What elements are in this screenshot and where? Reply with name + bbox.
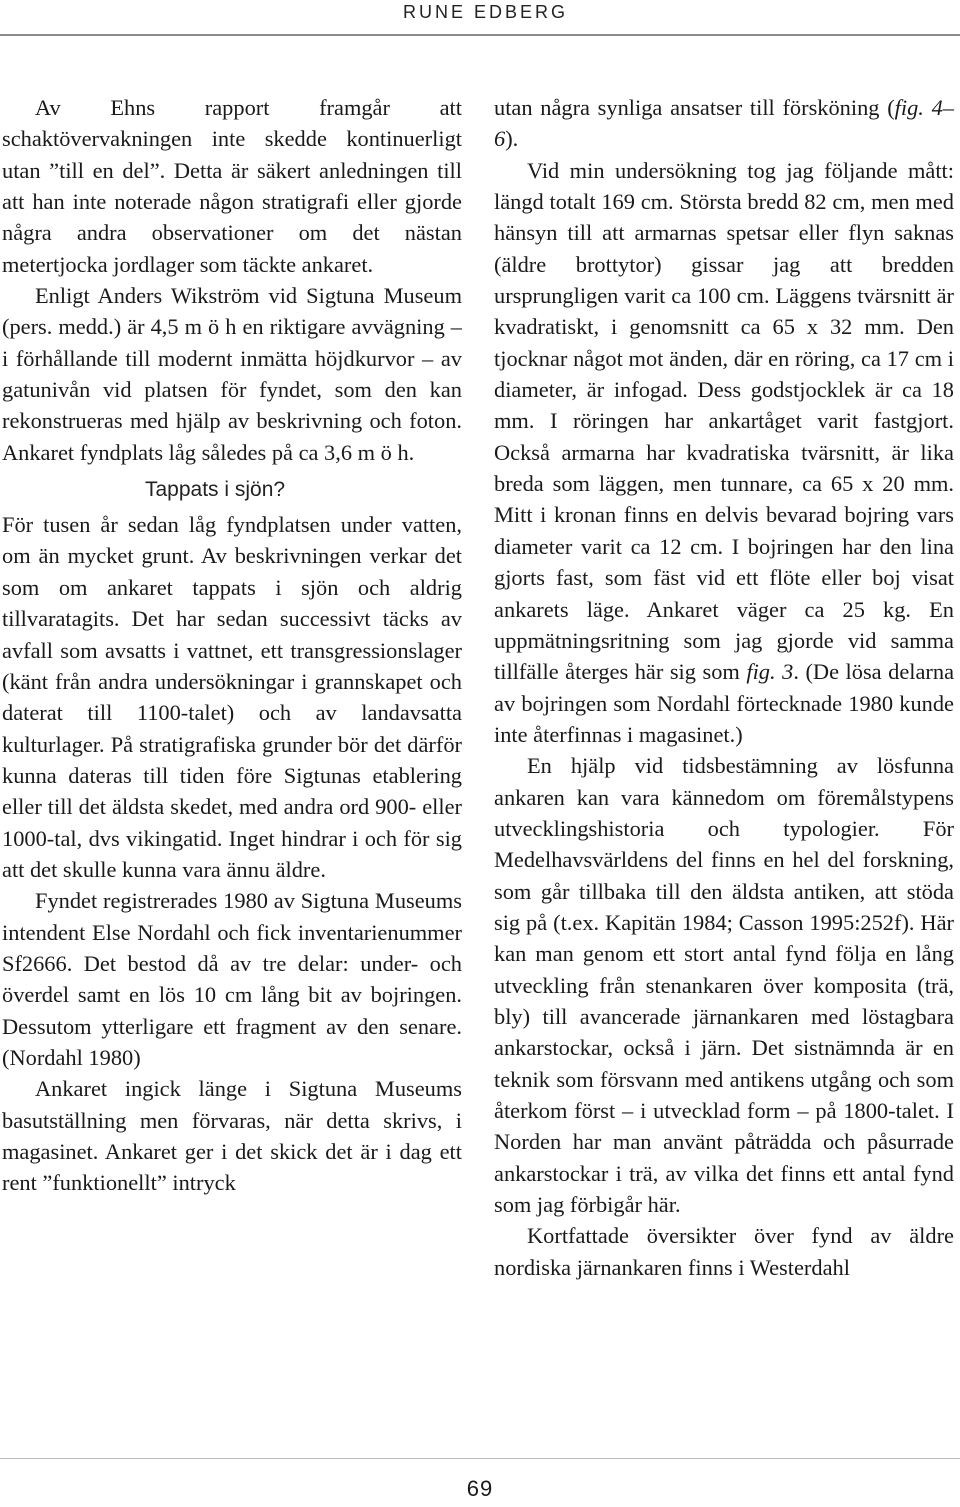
paragraph-schaktovervakning: Av Ehns rapport framgår att schaktövervakningen inte skedde kontinuerligt utan ”till en del”. Detta är säkert anledningen till att han inte noterade någon stratigrafi eller gjorde några andra observationer om det nästan metertjocka jordlager som täckte ankaret. [2,95,462,277]
footer-divider [0,1458,960,1459]
paragraph-basutstallning: Ankaret ingick länge i Sigtuna Museums basutställning men förvaras, när detta skrivs, i magasinet. Ankaret ger i det skick det är i dag ett rent ”funktionellt” intryck [2,1076,462,1196]
header-divider [0,34,960,36]
text-run: . (De lösa delarna av bojringen som Nordahl förtecknade 1980 kunde inte återfinnas i magasinet.) [494,659,955,747]
page-number: 69 [466,1476,494,1501]
text-run: Vid min undersökning tog jag följande mått: längd totalt 169 cm. Största bredd 82 cm, men med hänsyn till att armarnas spetsar eller flyn saknas (äldre brottytor) gissar jag att bredden ursprungligen varit ca 100 cm. Läggens tvärsnitt är kvadratiskt, i genomsnitt ca 65 x 32 mm. Den tjocknar något mot änden, där en röring, ca 17 cm i diameter, är infogad. Dess godstjocklek är ca 18 mm. I röringen har ankartåget varit fastgjort. Också armarna har kvadratiska tvärsnitt, är lika breda som läggen, men tunnare, ca 65 x 20 mm. Mitt i kronan finns en delvis bevarad bojring vars diameter varit ca 12 cm. I bojringen har den lina gjorts fast, som fäst vid ett flöte eller boj visat ankarets läge. Ankaret väger ca 25 kg. En uppmätningsritning som jag gjorde vid samma tillfälle återges här sig som [494,157,954,685]
figure-reference: fig. 4–6 [494,95,954,152]
right-text-column [494,92,954,1283]
paragraph-tidsbestamning: En hjälp vid tidsbestämning av lösfunna ankaren kan vara kännedom om föremålstypens utvecklingshistoria och typologier. För Medelhavsvärldens del finns en hel del forskning, som går tillbaka till den äldsta antiken, att stöda sig på (t.ex. Kapitän 1984; Casson 1995:252f). Här kan man genom ett stort antal fynd följa en lång utveckling från stenankaren över komposita (trä, bly) till avancerade järnankaren med löstagbara ankarstockar, också i järn. Det sistnämnda är en teknik som försvann med antikens utgång och som återkom först – i utvecklad form – på 1800-talet. I Norden har man använt påträdda och påsurrade ankarstockar i trä, av vilka det finns ett antal fynd som jag förbigår här. [494,753,954,1218]
paragraph-oversikter: Kortfattade översikter över fynd av äldre nordiska järnankaren finns i Westerdahl [494,1223,954,1280]
paragraph-matt [494,155,954,751]
left-text-column [2,92,462,1199]
paragraph-fyndplatsen: För tusen år sedan låg fyndplatsen under vatten, om än mycket grunt. Av beskrivningen verkar det som om ankaret tappats i sjön och aldrig tillvaratagits. Det har sedan successivt täcks av avfall som avsatts i vattnet, ett transgressionslager (känt från andra undersökningar i grannskapet och daterat till 1100-talet) och av landavsatta kulturlager. På stratigrafiska grunder bör det därför kunna dateras till tiden före Sigtunas etablering eller till det äldsta skedet, med andra ord 900- eller 1000-tal, dvs vikingatid. Inget hindrar i och för sig att det skulle kunna vara ännu äldre. [2,512,462,882]
text-run: utan några synliga ansatser till försköning ( [494,95,895,120]
running-header-author: RUNE EDBERG [402,2,568,22]
figure-reference: fig. 3 [746,659,794,685]
paragraph-forskoning [494,92,954,155]
paragraph-wikstrom: Enligt Anders Wikström vid Sigtuna Museum (pers. medd.) är 4,5 m ö h en riktigare avvägning – i förhållande till modernt inmätta höjdkurvor – av gatunivån vid platsen för fyndet, som den kan rekonstrueras med hjälp av beskrivning och foton. Ankaret fyndplats låg således på ca 3,6 m ö h. [2,283,462,465]
paragraph-registrering: Fyndet registrerades 1980 av Sigtuna Museums intendent Else Nordahl och fick inventarienummer Sf2666. Det bestod då av tre delar: under- och överdel samt en lös 10 cm lång bit av bojringen. Dessutom ytterligare ett fragment av den senare. (Nordahl 1980) [2,888,462,1070]
section-heading: Tappats i sjön? [145,478,286,502]
text-run: ). [505,126,519,152]
